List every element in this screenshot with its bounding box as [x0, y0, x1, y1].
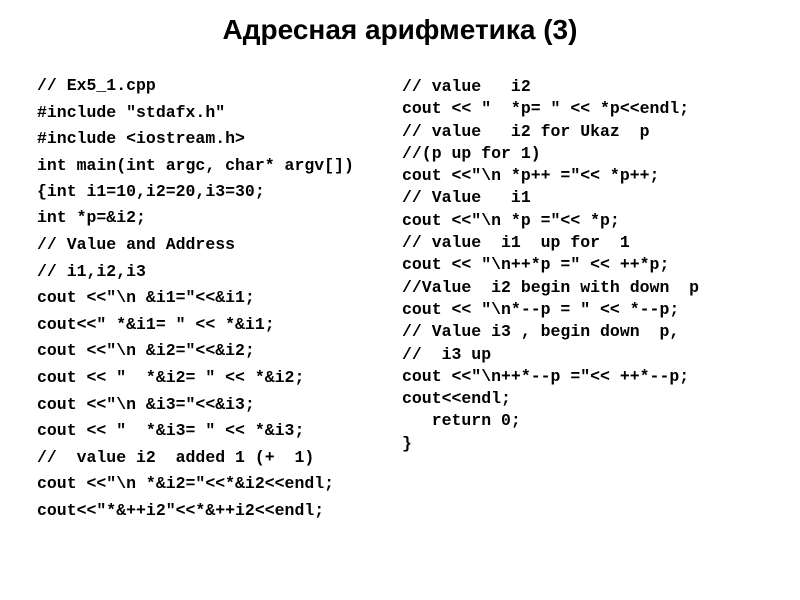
code-line: cout <<"\n *&i2="<<*&i2<<endl; — [37, 474, 335, 494]
code-line: // Ex5_1.cpp — [37, 76, 156, 95]
code-line: #include <iostream.h> — [37, 129, 245, 149]
code-line: // value i2 for Ukaz p — [402, 121, 650, 141]
code-line: cout << " *p= " << *p<<endl; — [402, 99, 690, 119]
code-column-right — [402, 76, 792, 455]
code-line: cout <<"\n *p++ ="<< *p++; — [402, 166, 660, 186]
code-line: cout << " *&i3= " << *&i3; — [37, 421, 305, 441]
code-line: cout<<" *&i1= " << *&i1; — [37, 314, 275, 334]
code-line: cout << "\n++*p =" << ++*p; — [402, 255, 670, 275]
code-line: cout <<"\n *p ="<< *p; — [402, 210, 620, 230]
code-line: // Value i3 , begin down p, — [402, 322, 680, 342]
code-line: cout<<"*&++i2"<<*&++i2<<endl; — [37, 500, 325, 520]
code-line: {int i1=10,i2=20,i3=30; — [37, 181, 265, 201]
code-line: cout <<"\n++*--p ="<< ++*--p; — [402, 366, 690, 386]
code-line: int main(int argc, char* argv[]) — [37, 155, 354, 175]
code-line: return 0; — [402, 411, 521, 431]
code-column-left — [37, 73, 397, 525]
code-line: // value i2 — [402, 77, 531, 96]
code-line: //(p up for 1) — [402, 143, 541, 163]
code-line: // Value and Address — [37, 234, 236, 254]
code-line: cout << "\n*--p = " << *--p; — [402, 299, 680, 319]
code-line: // i3 up — [402, 344, 492, 364]
code-line: // i1,i2,i3 — [37, 261, 146, 281]
code-line: #include "stdafx.h" — [37, 102, 226, 122]
code-line: cout<<endl; — [402, 389, 511, 409]
code-line: } — [402, 433, 412, 453]
code-line: cout << " *&i2= " << *&i2; — [37, 367, 305, 387]
code-line: cout <<"\n &i2="<<&i2; — [37, 341, 255, 361]
code-line: //Value i2 begin with down p — [402, 277, 700, 297]
code-line: int *p=&i2; — [37, 208, 146, 228]
code-line: // Value i1 — [402, 188, 531, 208]
code-line: // value i2 added 1 (+ 1) — [37, 447, 315, 467]
code-line: cout <<"\n &i3="<<&i3; — [37, 394, 255, 414]
code-line: cout <<"\n &i1="<<&i1; — [37, 288, 255, 308]
code-line: // value i1 up for 1 — [402, 233, 630, 253]
slide-title: Адресная арифметика (3) — [222, 14, 578, 45]
